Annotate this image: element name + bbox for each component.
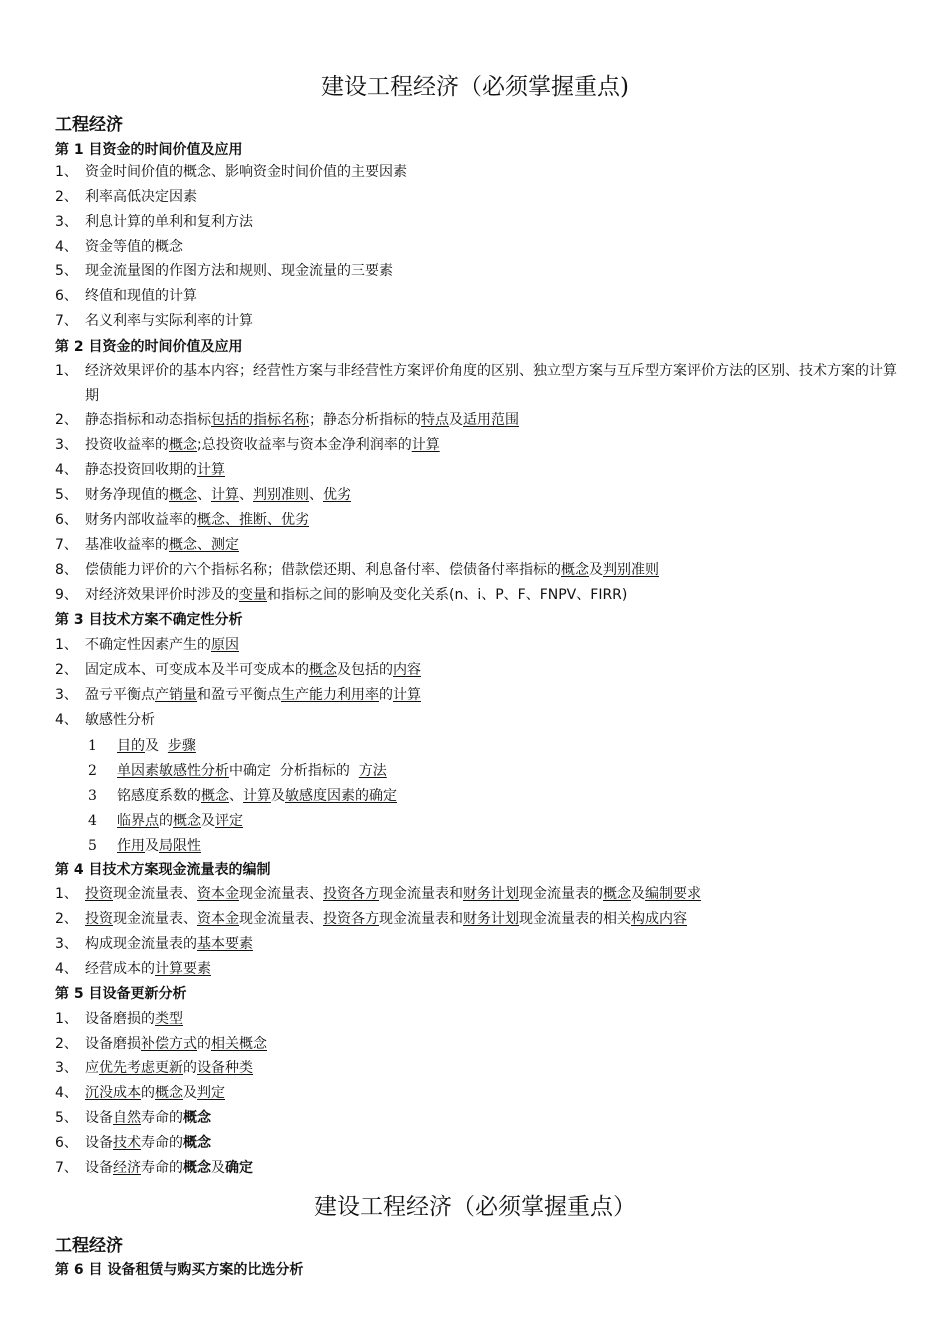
list-item [55,235,900,260]
item-text: 利息计算的单利和复利方法 [85,214,253,230]
item-number: 1、 [55,363,78,379]
chapter-6-heading: 第 6 目 设备租赁与购买方案的比选分析 [55,1262,304,1278]
list-item [55,683,900,708]
list-item [55,1056,900,1081]
item-text: 静态投资回收期的计算 [85,462,225,478]
item-number: 6、 [55,1135,78,1151]
item-text: 投资现金流量表、资本金现金流量表、投资各方现金流量表和财务计划现金流量表的概念及编制要求 [85,886,701,902]
item-text: 不确定性因素产生的原因 [85,637,239,653]
list-item [55,433,900,458]
list-item [55,284,900,309]
document-title-page-2: 建设工程经济（必须掌握重点） [314,1194,636,1220]
item-number: 1、 [55,637,78,653]
item-text: 对经济效果评价时涉及的变量和指标之间的影响及变化关系(n、i、P、F、FNPV、FIRR) [85,587,628,603]
chapter-4-heading: 第 4 目技术方案现金流量表的编制 [55,862,271,878]
list-item [55,1007,900,1032]
item-text: 现金流量图的作图方法和规则、现金流量的三要素 [85,263,393,279]
item-number: 6、 [55,288,78,304]
item-text: 设备磨损补偿方式的相关概念 [85,1036,267,1052]
item-number: 7、 [55,1160,78,1176]
sub-item-number: 2 [88,763,97,779]
item-number: 3、 [55,936,78,952]
item-number: 2、 [55,662,78,678]
item-text: 设备磨损的类型 [85,1011,183,1027]
list-item [55,708,900,733]
item-number: 4、 [55,239,78,255]
list-item [55,658,900,683]
item-number: 7、 [55,313,78,329]
item-text: 财务内部收益率的概念、推断、优劣 [85,512,309,528]
sub-item-number: 1 [88,738,97,754]
list-item [55,508,900,533]
sub-item-number: 3 [88,788,97,804]
list-item [55,1106,900,1131]
item-number: 2、 [55,1036,78,1052]
list-item [55,359,900,409]
item-text: 沉没成本的概念及判定 [85,1085,225,1101]
item-number: 2、 [55,189,78,205]
item-text: 基准收益率的概念、测定 [85,537,239,553]
item-number: 6、 [55,512,78,528]
list-item [55,558,900,583]
sub-item: 1 目的及 步骤 [88,734,196,759]
item-number: 2、 [55,911,78,927]
item-text: 敏感性分析 [85,712,155,728]
item-number: 5、 [55,1110,78,1126]
item-text: 投资现金流量表、资本金现金流量表、投资各方现金流量表和财务计划现金流量表的相关构成内容 [85,911,687,927]
item-text: 终值和现值的计算 [85,288,197,304]
chapter-5-heading: 第 5 目设备更新分析 [55,986,187,1002]
section-heading: 工程经济 [55,115,123,135]
item-text: 经营成本的计算要素 [85,961,211,977]
sub-item-number: 5 [88,838,97,854]
item-text: 资金时间价值的概念、影响资金时间价值的主要因素 [85,164,407,180]
list-item [55,483,900,508]
item-number: 5、 [55,487,78,503]
item-text: 财务净现值的概念、计算、判别准则、优劣 [85,487,351,503]
chapter-1-heading: 第 1 目资金的时间价值及应用 [55,142,243,158]
item-text: 偿债能力评价的六个指标名称；借款偿还期、利息备付率、偿债备付率指标的概念及判别准则 [85,562,659,578]
item-number: 9、 [55,587,78,603]
list-item [55,932,900,957]
item-number: 4、 [55,462,78,478]
sub-item-number: 4 [88,813,97,829]
list-item [55,1081,900,1106]
item-number: 3、 [55,687,78,703]
item-number: 8、 [55,562,78,578]
list-item [55,458,900,483]
item-number: 4、 [55,961,78,977]
list-item [55,259,900,284]
item-number: 4、 [55,1085,78,1101]
list-item [55,210,900,235]
item-text: 经济效果评价的基本内容；经营性方案与非经营性方案评价角度的区别、独立型方案与互斥型方案评价方法的区别、技术方案的计算期 [85,363,897,404]
sub-item: 5 作用及局限性 [88,834,201,859]
list-item [55,583,900,608]
list-item [55,533,900,558]
item-text: 静态指标和动态指标包括的指标名称；静态分析指标的特点及适用范围 [85,412,519,428]
section-heading-page-2: 工程经济 [55,1236,123,1256]
list-item [55,907,900,932]
item-number: 3、 [55,1060,78,1076]
item-text: 盈亏平衡点产销量和盈亏平衡点生产能力利用率的计算 [85,687,421,703]
list-item [55,882,900,907]
list-item [55,185,900,210]
list-item [55,633,900,658]
list-item [55,309,900,334]
item-text: 设备经济寿命的概念及确定 [85,1160,253,1176]
item-number: 1、 [55,164,78,180]
item-text: 名义利率与实际利率的计算 [85,313,253,329]
sub-item: 4 临界点的概念及评定 [88,809,243,834]
item-number: 7、 [55,537,78,553]
list-item [55,1131,900,1156]
sub-item: 3 铭感度系数的概念、计算及敏感度因素的确定 [88,784,397,809]
item-text: 固定成本、可变成本及半可变成本的概念及包括的内容 [85,662,421,678]
item-number: 3、 [55,437,78,453]
item-number: 1、 [55,886,78,902]
item-number: 4、 [55,712,78,728]
list-item [55,1032,900,1057]
chapter-3-heading: 第 3 目技术方案不确定性分析 [55,612,243,628]
list-item [55,957,900,982]
item-number: 5、 [55,263,78,279]
item-number: 1、 [55,1011,78,1027]
item-text: 应优先考虑更新的设备种类 [85,1060,253,1076]
list-item [55,160,900,185]
item-text: 投资收益率的概念;总投资收益率与资本金净利润率的计算 [85,437,440,453]
list-item [55,408,900,433]
item-text: 资金等值的概念 [85,239,183,255]
item-text: 构成现金流量表的基本要素 [85,936,253,952]
chapter-2-heading: 第 2 目资金的时间价值及应用 [55,339,243,355]
document-title: 建设工程经济（必须掌握重点) [321,74,629,100]
item-number: 3、 [55,214,78,230]
item-number: 2、 [55,412,78,428]
item-text: 利率高低决定因素 [85,189,197,205]
item-text: 设备自然寿命的概念 [85,1110,211,1126]
list-item [55,1156,900,1181]
sub-item: 2 单因素敏感性分析中确定 分析指标的 方法 [88,759,387,784]
item-text: 设备技术寿命的概念 [85,1135,211,1151]
